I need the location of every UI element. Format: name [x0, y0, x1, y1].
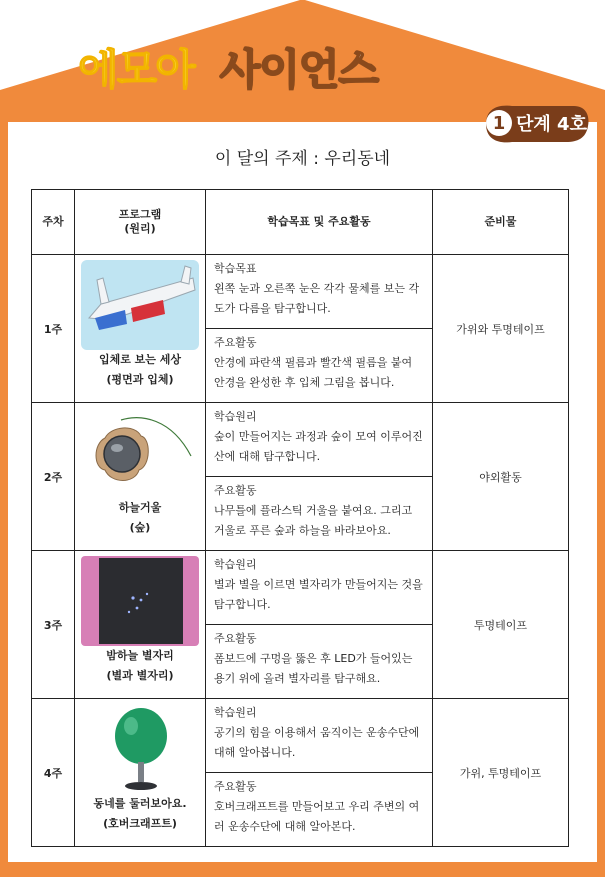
table-row — [32, 551, 569, 625]
goal-text: 공기의 힘을 이용해서 움직이는 운송수단에 대해 알아봅니다. — [214, 726, 420, 759]
header-week: 주차 — [32, 190, 75, 255]
program-cell — [75, 551, 206, 699]
activity-cell — [206, 477, 433, 551]
week-cell: 3주 — [32, 551, 75, 699]
program-cell — [75, 255, 206, 403]
goal-cell — [206, 255, 433, 329]
activity-text: 안경에 파란색 필름과 빨간색 필름을 붙여 안경을 완성한 후 입체 그림을 봅니다. — [214, 356, 413, 389]
activity-text: 나무틀에 플라스틱 거울을 붙여요. 그리고 거울로 푸른 숲과 하늘을 바라보아요. — [214, 504, 413, 537]
program-sub: (숲) — [129, 521, 151, 534]
week-cell: 4주 — [32, 699, 75, 847]
goal-heading: 학습목표 — [214, 262, 257, 275]
activity-text: 폼보드에 구멍을 뚫은 후 LED가 들어있는 용기 위에 올려 별자리를 탐구해요. — [214, 652, 413, 685]
goal-cell — [206, 403, 433, 477]
activity-heading: 주요활동 — [214, 484, 257, 497]
flower-mirror-icon — [81, 408, 199, 498]
header-program — [75, 190, 206, 255]
table-row — [32, 403, 569, 477]
table-row — [32, 699, 569, 773]
activity-cell — [206, 625, 433, 699]
level-label: 단계 4호 — [516, 114, 587, 135]
program-cell — [75, 403, 206, 551]
logo — [78, 38, 378, 96]
level-number: 1 — [486, 110, 512, 136]
materials-cell: 투명테이프 — [433, 551, 569, 699]
star-board-icon — [81, 556, 199, 646]
activity-heading: 주요활동 — [214, 632, 257, 645]
table-row — [32, 255, 569, 329]
goal-heading: 학습원리 — [214, 706, 257, 719]
balloon-hovercraft-icon — [81, 704, 199, 794]
header-goals: 학습목표 및 주요활동 — [206, 190, 433, 255]
header-materials: 준비물 — [433, 190, 569, 255]
week-cell: 2주 — [32, 403, 75, 551]
activity-cell — [206, 329, 433, 403]
activity-text: 호버크래프트를 만들어보고 우리 주변의 여러 운송수단에 대해 알아본다. — [214, 800, 420, 833]
program-cell — [75, 699, 206, 847]
month-title: 이 달의 주제 : 우리동네 — [214, 149, 391, 169]
program-name: 하늘거울 — [118, 501, 162, 514]
goal-heading: 학습원리 — [214, 558, 257, 571]
logo-emoa: 에모아 — [78, 45, 194, 94]
table-header-row — [32, 190, 569, 255]
logo-science: 사이언스 — [219, 45, 379, 94]
header-program-sub: (원리) — [124, 222, 156, 235]
activity-cell — [206, 773, 433, 847]
program-name: 밤하늘 별자리 — [106, 649, 174, 662]
header-program-label: 프로그램 — [118, 208, 162, 221]
3d-glasses-icon — [81, 260, 199, 350]
activity-heading: 주요활동 — [214, 336, 257, 349]
week-cell: 1주 — [32, 255, 75, 403]
program-table — [31, 189, 569, 847]
program-sub: (별과 별자리) — [106, 669, 174, 682]
level-indicator — [486, 106, 587, 140]
program-name: 동네를 둘러보아요. — [93, 797, 187, 810]
goal-text: 숲이 만들어지는 과정과 숲이 모여 이루어진 산에 대해 탐구합니다. — [214, 430, 423, 463]
materials-cell: 가위와 투명테이프 — [433, 255, 569, 403]
program-sub: (평면과 입체) — [106, 373, 174, 386]
goal-text: 왼쪽 눈과 오른쪽 눈은 각각 물체를 보는 각도가 다름을 탐구합니다. — [214, 282, 420, 315]
program-sub: (호버크래프트) — [103, 817, 177, 830]
goal-cell — [206, 551, 433, 625]
goal-cell — [206, 699, 433, 773]
activity-heading: 주요활동 — [214, 780, 257, 793]
program-name: 입체로 보는 세상 — [98, 353, 182, 366]
materials-cell: 가위, 투명테이프 — [433, 699, 569, 847]
goal-heading: 학습원리 — [214, 410, 257, 423]
materials-cell: 야외활동 — [433, 403, 569, 551]
goal-text: 별과 별을 이르면 별자리가 만들어지는 것을 탐구합니다. — [214, 578, 423, 611]
